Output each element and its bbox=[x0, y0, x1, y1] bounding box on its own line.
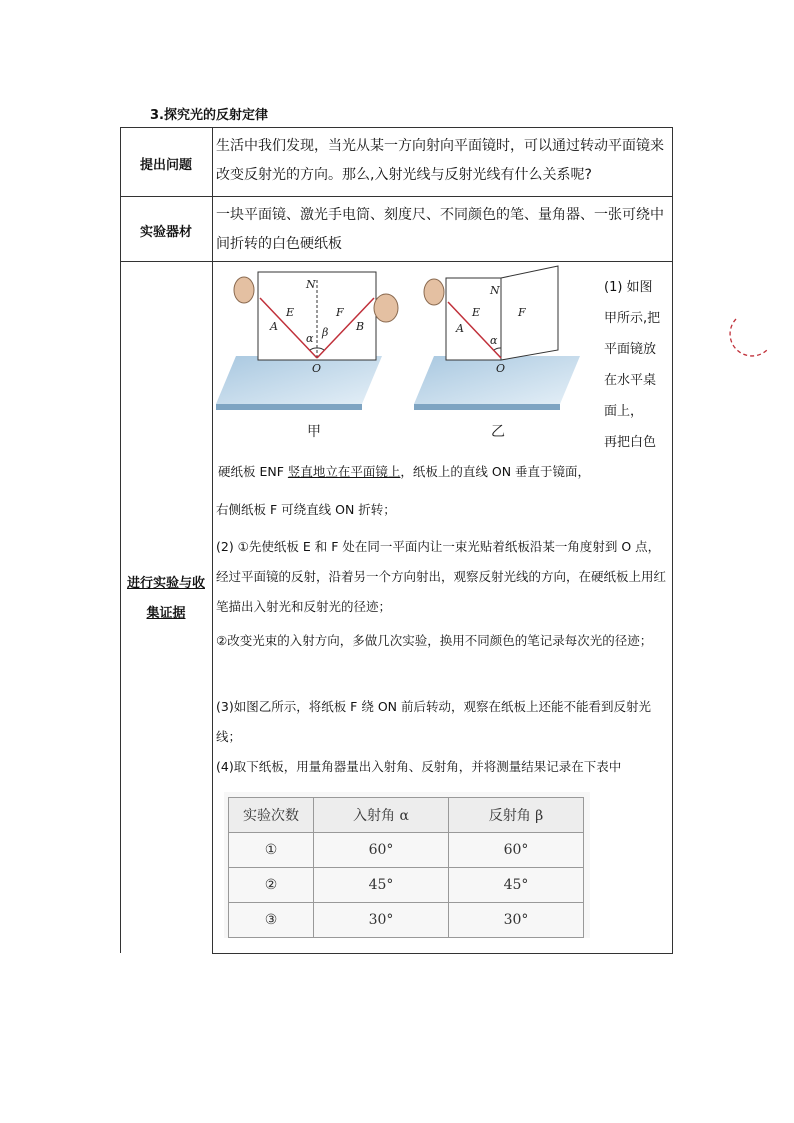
step1-line2: 右侧纸板 F 可绕直线 ON 折转； bbox=[216, 502, 396, 517]
fig-a-A: A bbox=[270, 320, 278, 333]
table-cell-reflection: 60° bbox=[449, 833, 584, 868]
side-line-2: 甲所示,把 bbox=[604, 311, 661, 326]
table-cell-trial: ① bbox=[229, 833, 314, 868]
row-label-experiment-2: 集证据 bbox=[146, 606, 186, 621]
fig-b-alpha: α bbox=[490, 334, 498, 347]
question-line-2: 改变反射光的方向。那么,入射光线与反射光线有什么关系呢? bbox=[216, 167, 592, 183]
hand-right-icon bbox=[374, 294, 398, 322]
question-line-1: 生活中我们发现，当光从某一方向射向平面镜时，可以通过转动平面镜来 bbox=[216, 138, 664, 154]
fig-a-O: O bbox=[312, 362, 322, 375]
table-header-reflection: 反射角 β bbox=[449, 798, 584, 833]
table-border-row1 bbox=[120, 196, 673, 197]
table-cell-incidence: 30° bbox=[314, 903, 449, 938]
table-border-row2 bbox=[120, 261, 673, 262]
row-label-question: 提出问题 bbox=[139, 158, 192, 173]
step3-text: (3)如图乙所示，将纸板 F 绕 ON 前后转动，观察在纸板上还能不能看到反射光线； bbox=[216, 699, 651, 744]
equipment-line-1: 一块平面镜、激光手电筒、刻度尺、不同颜色的笔、量角器、一张可绕中 bbox=[216, 207, 664, 223]
table-border-left bbox=[120, 127, 121, 953]
step2a-text: (2) ①先使纸板 E 和 F 处在同一平面内让一束光贴着纸板沿某一角度射到 O 点，经过平面镜的反射，沿着另一个方向射出，观察反射光线的方向，在硬纸板上用红笔描出入射光和反射光的径迹； bbox=[216, 539, 667, 614]
table-border-right bbox=[672, 127, 673, 953]
table-border-top bbox=[120, 127, 673, 128]
table-cell-reflection: 30° bbox=[449, 903, 584, 938]
table-row bbox=[229, 833, 584, 868]
side-line-5: 面上， bbox=[604, 404, 644, 419]
table-header-incidence: 入射角 α bbox=[314, 798, 449, 833]
cardboard-b-right-folded bbox=[501, 266, 558, 360]
table-cell-incidence: 60° bbox=[314, 833, 449, 868]
side-line-4: 在水平桌 bbox=[604, 373, 657, 388]
fig-b-E: E bbox=[472, 306, 481, 319]
fig-a-alpha: α bbox=[306, 332, 314, 345]
side-line-1: (1) 如图 bbox=[604, 280, 653, 295]
step1-line1-underlined: 竖直地立在平面镜上 bbox=[287, 464, 401, 479]
row-label-experiment-1: 进行实验与收 bbox=[126, 576, 205, 591]
fig-b-N: N bbox=[490, 284, 500, 297]
fig-a-E: E bbox=[286, 306, 295, 319]
mirror-a bbox=[216, 356, 382, 404]
caption-b: 乙 bbox=[491, 424, 505, 440]
fig-a-beta: β bbox=[322, 326, 329, 339]
caption-a: 甲 bbox=[307, 424, 321, 440]
table-cell-trial: ③ bbox=[229, 903, 314, 938]
hand-left-icon bbox=[234, 277, 254, 303]
table-header-row bbox=[229, 798, 584, 833]
step2b-text: ②改变光束的入射方向，多做几次实验，换用不同颜色的笔记录每次光的径迹； bbox=[216, 633, 653, 648]
row-label-equipment: 实验器材 bbox=[139, 225, 192, 240]
reflection-experiment-figure bbox=[214, 264, 604, 454]
side-line-6: 再把白色 bbox=[604, 435, 657, 450]
hand-b-icon bbox=[424, 279, 444, 305]
step1-line1-pre: 硬纸板 ENF bbox=[218, 464, 288, 479]
measurement-table bbox=[228, 797, 584, 938]
table-border-mid bbox=[212, 127, 213, 953]
step1-line1-post: ，纸板上的直线 ON 垂直于镜面， bbox=[400, 464, 591, 479]
fig-a-B: B bbox=[356, 320, 365, 333]
margin-dashed-arc bbox=[728, 315, 772, 359]
step1-line1 bbox=[218, 462, 674, 482]
table-row bbox=[229, 868, 584, 903]
table-row bbox=[229, 903, 584, 938]
fig-b-O: O bbox=[496, 362, 506, 375]
table-cell-reflection: 45° bbox=[449, 868, 584, 903]
table-cell-trial: ② bbox=[229, 868, 314, 903]
fig-b-F: F bbox=[518, 306, 526, 319]
fig-b-A: A bbox=[456, 322, 464, 335]
table-header-trial: 实验次数 bbox=[229, 798, 314, 833]
fig-a-F: F bbox=[336, 306, 344, 319]
step1-side-text bbox=[604, 272, 666, 458]
section-heading: 3.探究光的反射定律 bbox=[150, 108, 268, 123]
side-line-3: 平面镜放 bbox=[604, 342, 657, 357]
table-border-bottom bbox=[212, 953, 673, 954]
fig-a-N: N bbox=[306, 278, 316, 291]
equipment-line-2: 间折转的白色硬纸板 bbox=[216, 236, 342, 252]
table-cell-incidence: 45° bbox=[314, 868, 449, 903]
step4-text: (4)取下纸板，用量角器量出入射角、反射角，并将测量结果记录在下表中 bbox=[216, 759, 622, 774]
